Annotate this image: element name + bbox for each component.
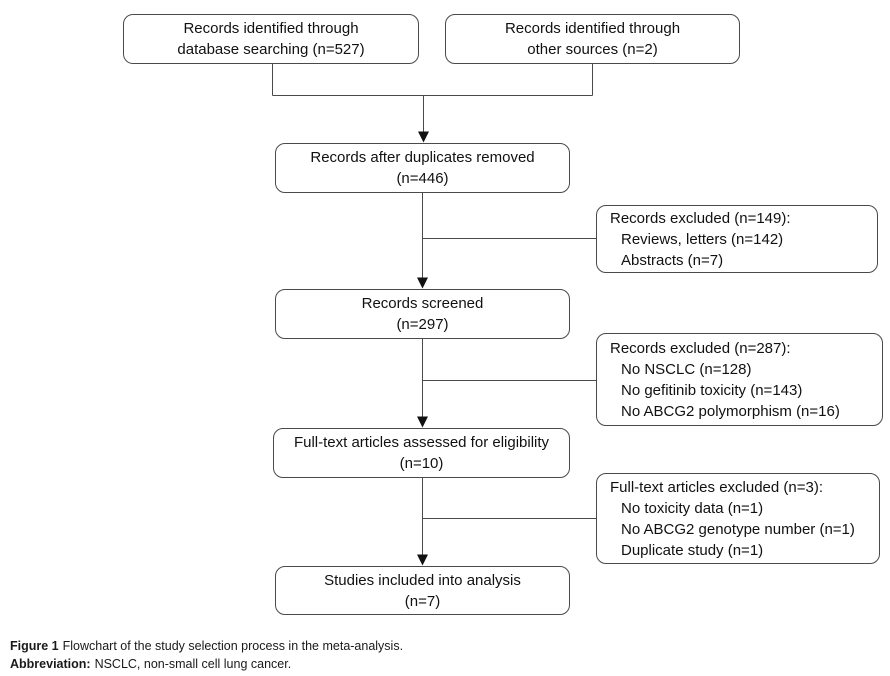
box-records-after-duplicates — [275, 143, 570, 193]
box-text-line: No NSCLC (n=128) — [621, 360, 752, 378]
box-text-line: (n=10) — [399, 455, 444, 472]
screened-to-fulltext-connector — [417, 339, 596, 428]
figure-label: Figure 1 — [10, 639, 59, 653]
box-text-line: No ABCG2 polymorphism (n=16) — [621, 402, 840, 420]
figure-text: Flowchart of the study selection process in the meta-analysis. — [62, 639, 404, 653]
box-records-identified-database — [123, 14, 419, 64]
box-text-line: (n=446) — [396, 170, 449, 187]
figure-caption — [10, 637, 403, 673]
box-fulltext-excluded — [596, 473, 880, 564]
down-arrow-icon — [417, 278, 428, 289]
box-text-line: Records identified through — [504, 20, 681, 37]
box-text-line: (n=297) — [396, 316, 449, 333]
box-fulltext-assessed — [273, 428, 570, 478]
down-arrow-icon — [418, 132, 429, 143]
box-text-line: No toxicity data (n=1) — [621, 499, 764, 517]
merge-connector — [273, 64, 593, 143]
box-text-line: Records excluded (n=149): — [610, 209, 791, 227]
box-text-line: Records identified through — [183, 20, 359, 37]
box-text-line: database searching (n=527) — [177, 41, 365, 58]
box-text-line: Full-text articles assessed for eligibility — [293, 434, 550, 451]
box-text-line: Records excluded (n=287): — [610, 339, 791, 357]
box-text-line: No gefitinib toxicity (n=143) — [621, 381, 803, 399]
box-text-line: other sources (n=2) — [527, 41, 658, 58]
box-records-excluded-149 — [596, 205, 878, 273]
caption-line-figure — [10, 637, 403, 655]
box-studies-included — [275, 566, 570, 615]
down-arrow-icon — [417, 417, 428, 428]
duplicates-to-screened-connector — [417, 193, 596, 289]
box-text-line: Duplicate study (n=1) — [621, 541, 764, 559]
box-text-line: No ABCG2 genotype number (n=1) — [621, 520, 855, 538]
fulltext-to-included-connector — [417, 478, 596, 566]
caption-line-abbreviation — [10, 655, 403, 673]
box-text-line: Reviews, letters (n=142) — [621, 230, 784, 248]
abbreviation-text: NSCLC, non-small cell lung cancer. — [94, 657, 292, 671]
abbreviation-label: Abbreviation: — [10, 657, 91, 671]
box-text-line: (n=7) — [404, 592, 441, 610]
box-text-line: Studies included into analysis — [324, 571, 521, 589]
box-text-line: Abstracts (n=7) — [621, 251, 724, 269]
box-text-line: Records screened — [361, 295, 484, 312]
box-text-line: Full-text articles excluded (n=3): — [610, 478, 824, 496]
box-records-excluded-287 — [596, 333, 883, 426]
box-records-screened — [275, 289, 570, 339]
down-arrow-icon — [417, 555, 428, 566]
box-records-identified-other — [445, 14, 740, 64]
box-text-line: Records after duplicates removed — [310, 149, 535, 166]
